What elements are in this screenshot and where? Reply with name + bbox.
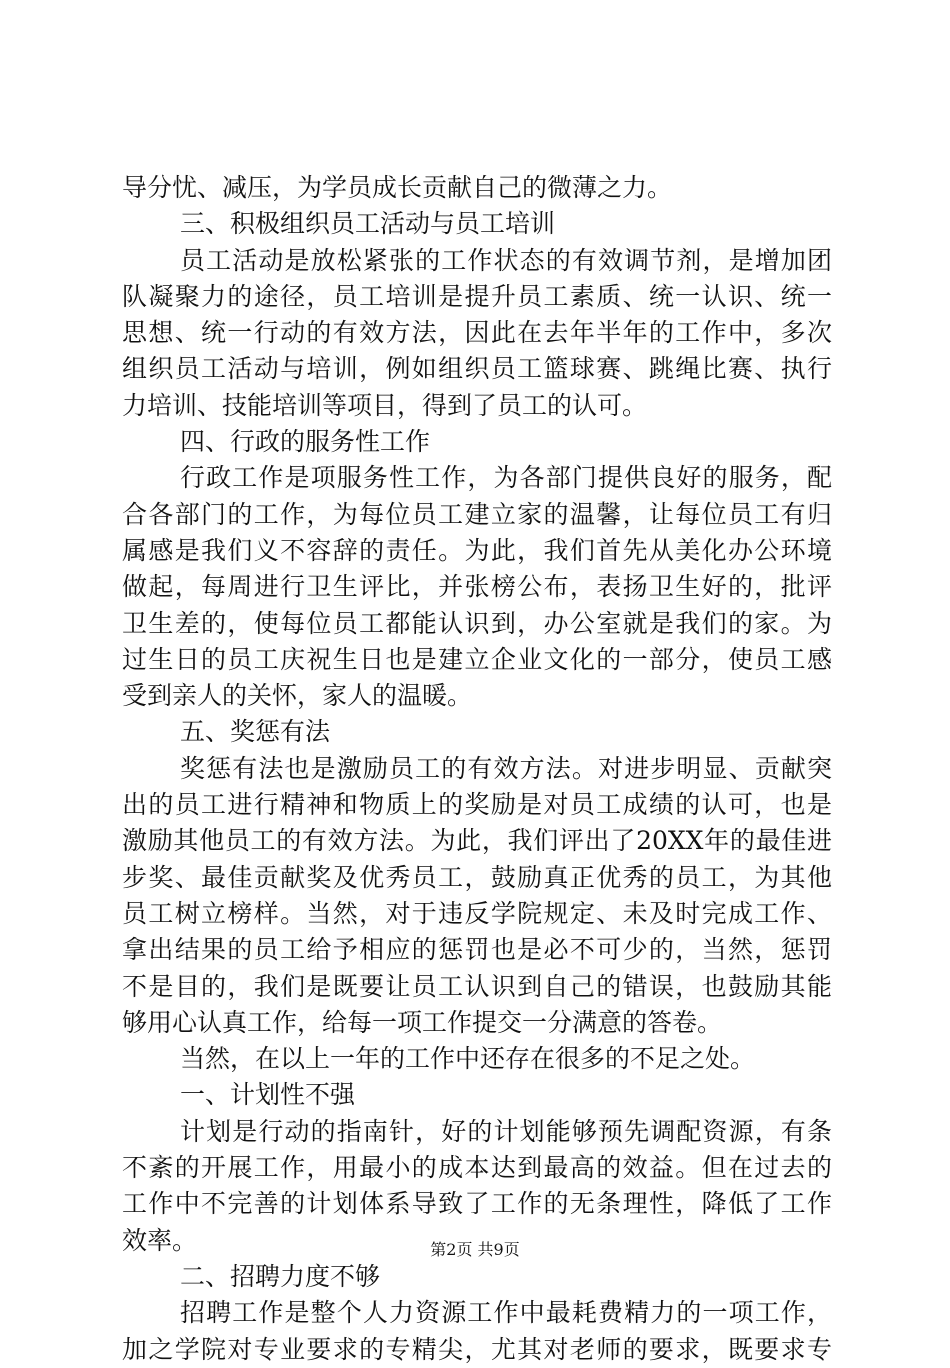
text-line: 步奖、最佳贡献奖及优秀员工，鼓励真正优秀的员工，为其他 [122, 862, 832, 892]
text-line: 计划是行动的指南针，好的计划能够预先调配资源，有条 [180, 1116, 832, 1146]
text-line: 过生日的员工庆祝生日也是建立企业文化的一部分，使员工感 [122, 644, 832, 674]
section-heading: 二、招聘力度不够 [180, 1261, 381, 1291]
text-line: 受到亲人的关怀，家人的温暖。 [122, 681, 473, 711]
section-heading: 四、行政的服务性工作 [180, 427, 431, 457]
text-line: 不是目的，我们是既要让员工认识到自己的错误，也鼓励其能 [122, 971, 832, 1001]
text-line: 招聘工作是整个人力资源工作中最耗费精力的一项工作， [180, 1298, 832, 1328]
text-line: 力培训、技能培训等项目，得到了员工的认可。 [122, 390, 648, 420]
text-line: 奖惩有法也是激励员工的有效方法。对进步明显、贡献突 [180, 753, 832, 783]
section-heading: 一、计划性不强 [180, 1080, 356, 1110]
text-line: 不紊的开展工作，用最小的成本达到最高的效益。但在过去的 [122, 1153, 832, 1183]
text-line: 出的员工进行精神和物质上的奖励是对员工成绩的认可，也是 [122, 790, 832, 820]
text-line: 工作中不完善的计划体系导致了工作的无条理性，降低了工作 [122, 1189, 832, 1219]
text-line: 合各部门的工作，为每位员工建立家的温馨，让每位员工有归 [122, 499, 832, 529]
text-line: 卫生差的，使每位员工都能认识到，办公室就是我们的家。为 [122, 608, 832, 638]
text-line: 效率。 [122, 1225, 198, 1255]
text-line: 加之学院对专业要求的专精尖，尤其对老师的要求，既要求专 [122, 1334, 832, 1364]
text-line: 激励其他员工的有效方法。为此，我们评出了20XX年的最佳进 [122, 826, 832, 856]
text-line: 做起，每周进行卫生评比，并张榜公布，表扬卫生好的，批评 [122, 572, 832, 602]
text-line: 员工活动是放松紧张的工作状态的有效调节剂，是增加团 [180, 245, 832, 275]
document-body [122, 170, 832, 1368]
text-line: 队凝聚力的途径，员工培训是提升员工素质、统一认识、统一 [122, 281, 832, 311]
text-line: 够用心认真工作，给每一项工作提交一分满意的答卷。 [122, 1007, 723, 1037]
text-line: 组织员工活动与培训，例如组织员工篮球赛、跳绳比赛、执行 [122, 354, 832, 384]
section-heading: 三、积极组织员工活动与员工培训 [180, 209, 556, 239]
text-line: 拿出结果的员工给予相应的惩罚也是必不可少的，当然，惩罚 [122, 935, 832, 965]
section-heading: 五、奖惩有法 [180, 717, 331, 747]
text-line: 员工树立榜样。当然，对于违反学院规定、未及时完成工作、 [122, 898, 832, 928]
page-footer: 第2页 共9页 [430, 1240, 520, 1259]
text-line: 属感是我们义不容辞的责任。为此，我们首先从美化办公环境 [122, 535, 832, 565]
text-line: 当然，在以上一年的工作中还存在很多的不足之处。 [180, 1044, 756, 1074]
text-line: 思想、统一行动的有效方法，因此在去年半年的工作中，多次 [122, 318, 832, 348]
text-line: 行政工作是项服务性工作，为各部门提供良好的服务，配 [180, 463, 832, 493]
text-line: 导分忧、减压，为学员成长贡献自己的微薄之力。 [122, 173, 673, 202]
